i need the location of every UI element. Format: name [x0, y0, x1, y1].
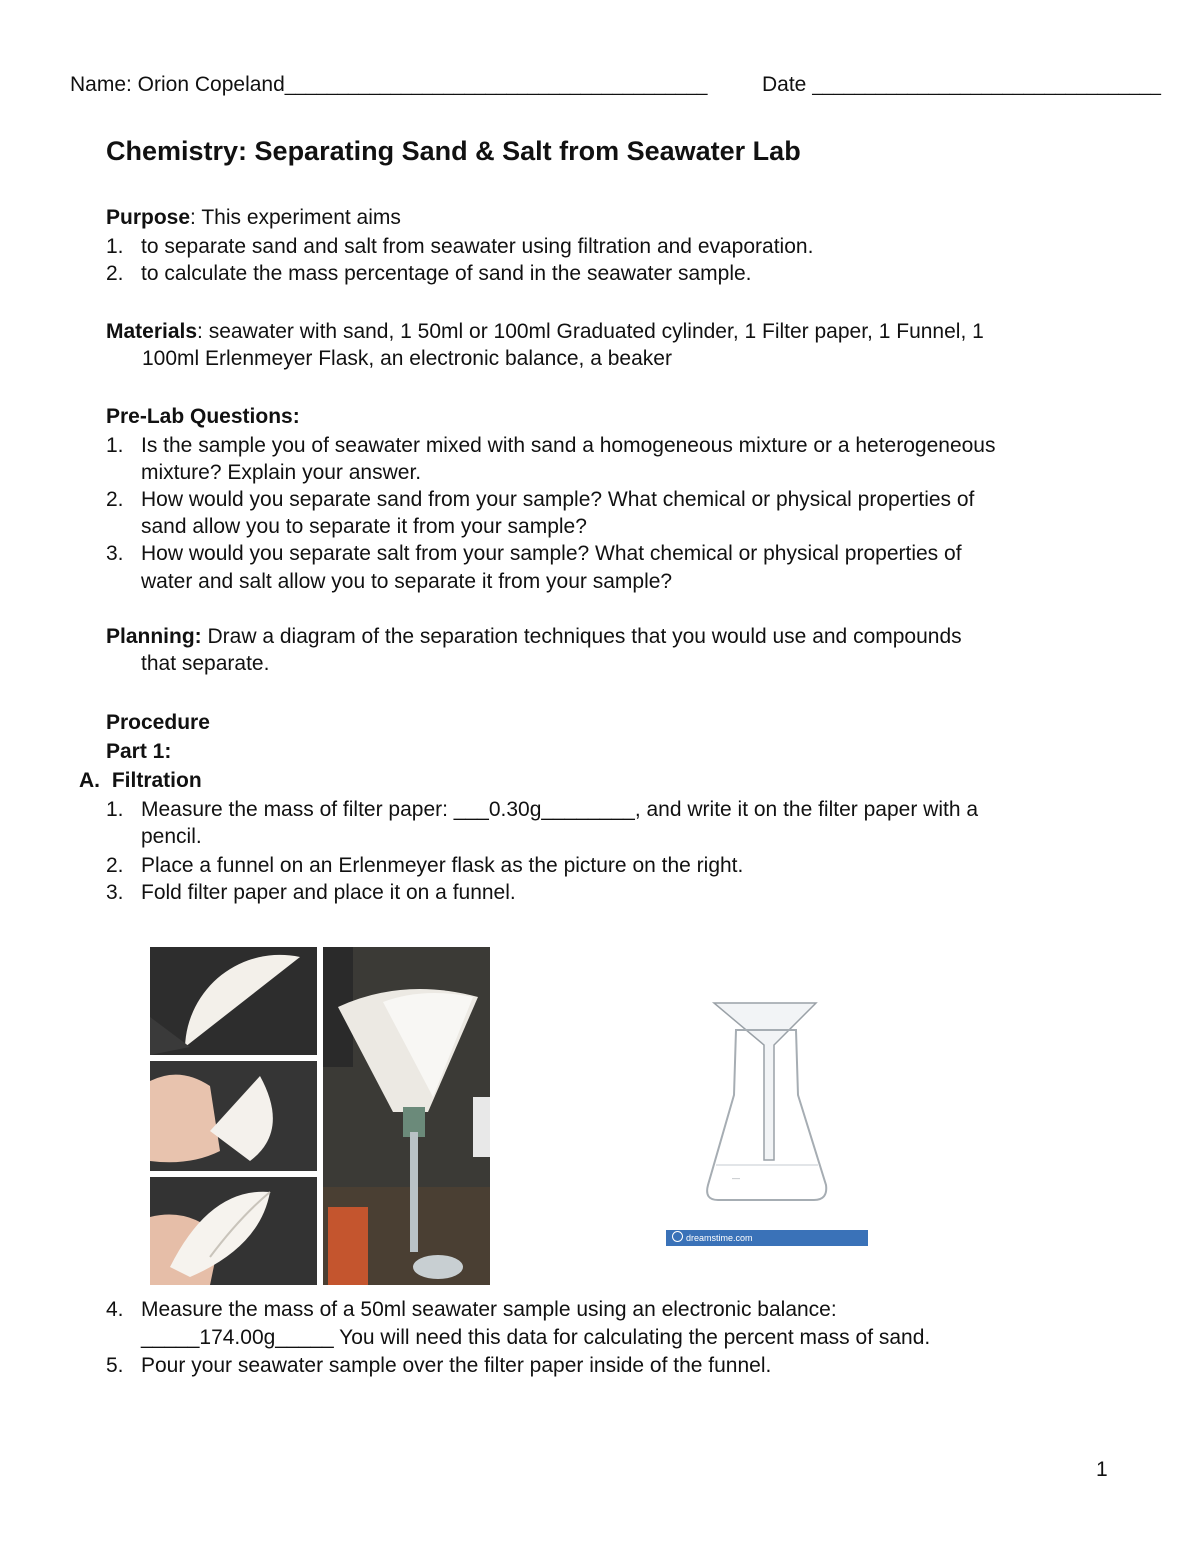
- page-title: Chemistry: Separating Sand & Salt from Seawater Lab: [106, 136, 801, 166]
- prelab-item-1-cont: mixture? Explain your answer.: [141, 461, 422, 484]
- dreamstime-logo-icon: [672, 1231, 683, 1242]
- materials-text: : seawater with sand, 1 50ml or 100ml Graduated cylinder, 1 Filter paper, 1 Funnel, 1: [197, 320, 984, 343]
- section-heading: [79, 768, 202, 794]
- list-number: 1.: [106, 798, 124, 821]
- list-text: to separate sand and salt from seawater using filtration and evaporation.: [141, 235, 814, 258]
- step-4-cont: _____174.00g_____ You will need this data for calculating the percent mass of sand.: [141, 1326, 931, 1349]
- funnel-flask-stock-photo: [666, 985, 868, 1247]
- name-label: Name: Orion Copeland: [70, 73, 285, 96]
- purpose-label: Purpose: [106, 206, 191, 229]
- list-number: 1.: [106, 235, 124, 258]
- list-text: Measure the mass of filter paper: ___0.30g________, and write it on the filter paper with a: [141, 798, 979, 821]
- list-number: 3.: [106, 881, 124, 904]
- planning-label: Planning:: [106, 625, 202, 648]
- materials-line-2: 100ml Erlenmeyer Flask, an electronic balance, a beaker: [142, 347, 672, 370]
- prelab-heading: Pre-Lab Questions:: [106, 405, 300, 428]
- list-text: How would you separate salt from your sample? What chemical or physical properties of: [141, 542, 962, 565]
- prelab-item-2-cont: sand allow you to separate it from your sample?: [141, 515, 587, 538]
- name-field: [70, 73, 707, 97]
- list-number: 4.: [106, 1298, 124, 1321]
- list-number: 3.: [106, 542, 124, 565]
- planning-line-1: [106, 624, 962, 650]
- fold-photo-2: [150, 1061, 317, 1171]
- prelab-item-3-cont: water and salt allow you to separate it from your sample?: [141, 570, 673, 593]
- list-text: Place a funnel on an Erlenmeyer flask as the picture on the right.: [141, 854, 744, 877]
- section-letter: A.: [79, 769, 100, 792]
- procedure-heading: Procedure: [106, 711, 210, 734]
- materials-label: Materials: [106, 320, 198, 343]
- planning-line-2: that separate.: [141, 652, 270, 675]
- list-text: How would you separate sand from your sample? What chemical or physical properties of: [141, 488, 975, 511]
- date-field: [762, 73, 1161, 97]
- svg-text:—: —: [732, 1174, 740, 1183]
- section-title: Filtration: [111, 769, 202, 792]
- date-label: Date: [762, 73, 807, 96]
- list-text: Fold filter paper and place it on a funnel.: [141, 881, 516, 904]
- fold-photo-3: [150, 1177, 317, 1285]
- list-number: 5.: [106, 1354, 124, 1377]
- planning-text: Draw a diagram of the separation techniques that you would use and compounds: [201, 625, 962, 648]
- watermark-text: dreamstime.com: [686, 1233, 753, 1243]
- materials-line-1: [106, 319, 984, 345]
- purpose-intro: : This experiment aims: [190, 206, 401, 229]
- watermark-bar: [666, 1230, 868, 1246]
- list-number: 2.: [106, 854, 124, 877]
- list-text: Is the sample you of seawater mixed with sand a homogeneous mixture or a heterogeneous: [141, 434, 996, 457]
- name-line: ________________________________________: [284, 75, 708, 96]
- part-heading: Part 1:: [106, 740, 172, 763]
- purpose-heading: [106, 205, 401, 231]
- step-1-cont: pencil.: [141, 825, 202, 848]
- list-text: Measure the mass of a 50ml seawater sample using an electronic balance:: [141, 1298, 837, 1321]
- date-line: _________________________________: [812, 75, 1161, 96]
- list-text: to calculate the mass percentage of sand in the seawater sample.: [141, 262, 752, 285]
- list-number: 2.: [106, 262, 124, 285]
- page-number: 1: [1096, 1458, 1108, 1481]
- fold-photo-1: [150, 947, 317, 1055]
- list-number: 1.: [106, 434, 124, 457]
- filter-paper-photo-collage: [148, 945, 492, 1287]
- funnel-photo: [323, 947, 490, 1285]
- list-text: Pour your seawater sample over the filter paper inside of the funnel.: [141, 1354, 772, 1377]
- list-number: 2.: [106, 488, 124, 511]
